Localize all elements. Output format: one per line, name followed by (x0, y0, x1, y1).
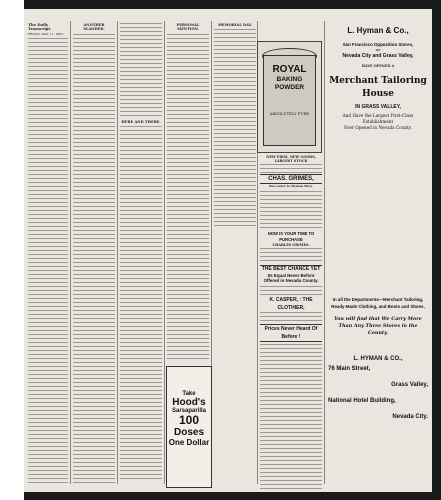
column-1 (28, 23, 68, 486)
column-text-block (260, 191, 322, 231)
ad-text: You will find that We Carry More Than Any Three Stores in the County. (334, 315, 422, 336)
casper-clothier-ad (260, 265, 322, 492)
article-headline: PERSONAL MENTION. (176, 23, 200, 32)
grimes-ad (260, 155, 322, 262)
ad-text: CHAS. GRIMES, (260, 174, 322, 184)
ad-text: CHARLES GRIMES. (272, 243, 310, 248)
ad-text: BAKING POWDER (274, 76, 305, 91)
column-text-block (260, 344, 322, 492)
ad-text: Nevada City. (392, 413, 428, 420)
ad-text: Nevada City and Grass Valley, (342, 53, 414, 60)
ad-text: THE BEST CHANCE YET (261, 266, 321, 272)
column-text-block (260, 164, 322, 174)
ad-text: ABSOLUTELY PURE (269, 111, 310, 116)
column-2 (73, 23, 115, 486)
column-text-block (260, 312, 322, 324)
ad-text: L. HYMAN & CO., (353, 355, 403, 362)
ad-text: OF (375, 48, 381, 52)
column-3 (120, 23, 162, 486)
ad-text: National Hotel Building, (328, 397, 396, 404)
ad-text: ROYAL (272, 64, 307, 75)
column-text-block (73, 34, 115, 486)
ad-text: In all the Departments—Merchant Tailoring, Ready-Made Clothing, and Boots and Shoes, (331, 296, 425, 309)
column-rule (70, 21, 71, 484)
ad-text: Successor to Hyman Bros. (268, 183, 314, 188)
ad-text: Hood's (172, 397, 206, 408)
newspaper-page (24, 9, 432, 492)
ad-text: Prices Never Heard Of Before ! (260, 324, 322, 342)
column-text-block (260, 286, 322, 296)
column-rule (324, 21, 325, 484)
masthead-dateline: FRIDAY, MAY 11, 1883. (28, 31, 64, 36)
ad-text: One Dollar (168, 438, 210, 447)
column-text-block (167, 34, 209, 359)
ad-text: L. Hyman & Co., (347, 26, 409, 35)
ad-text: NEW FIRM, NEW GOODS, LARGEST STOCK (266, 155, 316, 164)
hyman-co-ad (328, 25, 428, 422)
ad-text: IN GRASS VALLEY, (355, 103, 401, 110)
column-text-block (120, 23, 162, 118)
page-margin (0, 0, 24, 500)
column-text-block (214, 29, 256, 229)
royal-baking-powder-ad (257, 41, 322, 153)
ad-text: 100 (178, 413, 200, 427)
ad-text: NOW IS YOUR TIME TO PURCHASE (267, 231, 315, 243)
ad-text: 76 Main Street, (328, 365, 371, 372)
article-headline: MEMORIAL DAY. (217, 23, 253, 27)
ad-text: San Francisco Opposition Stores, (342, 42, 414, 47)
ad-text: Merchant Tailoring House (329, 75, 427, 99)
ad-text: HAVE OPENED A (361, 64, 395, 69)
ad-text: Take (182, 391, 196, 397)
ad-text: K. CASPER, : THE CLOTHIER, (269, 296, 313, 311)
ad-text: And Have the Largest First-Class Establishment (342, 112, 414, 124)
masthead-title: The Daily Transcript. (28, 23, 52, 32)
ad-text: Ever Opened in Nevada County. (344, 124, 412, 130)
column-text-block (120, 126, 162, 481)
column-rule (117, 21, 118, 484)
column-5 (214, 23, 256, 486)
ad-text: Its Equal Never Before Offered in Nevada County. (263, 273, 319, 284)
ad-text: Doses (173, 427, 204, 438)
article-headline: HERE AND THERE. (121, 120, 161, 124)
ad-text: Grass Valley, (391, 381, 428, 388)
column-text-block (28, 38, 68, 486)
column-text-block (260, 248, 322, 262)
article-headline: ANOTHER SLANDER. (83, 23, 105, 32)
ad-text: Sarsaparilla (171, 408, 207, 414)
hoods-sarsaparilla-ad (166, 366, 212, 488)
column-rule (164, 21, 165, 484)
